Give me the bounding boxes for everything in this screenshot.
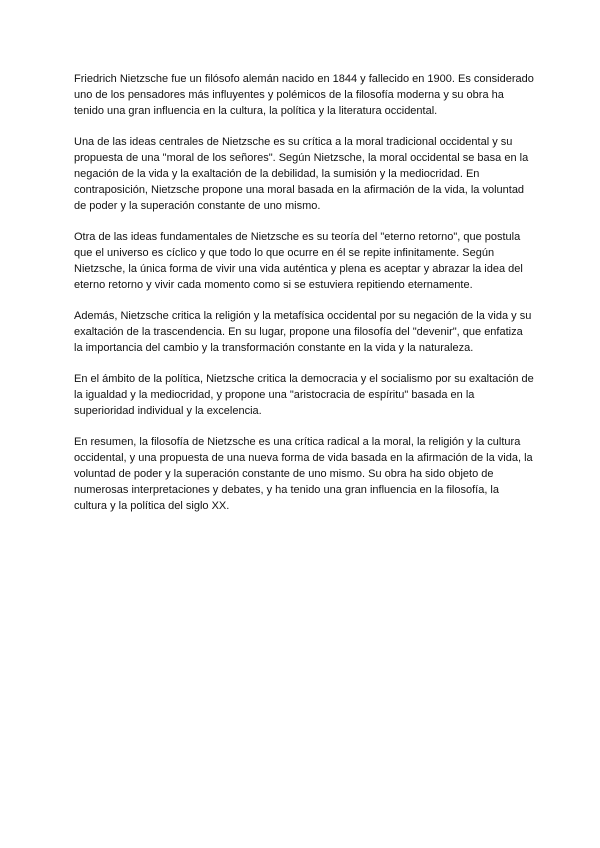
paragraph-politics: En el ámbito de la política, Nietzsche critica la democracia y el socialismo por su exaltación de la igualdad y la mediocridad, y propone una "aristocracia de espíritu" basada en la superioridad individual y la excelencia. <box>74 373 534 417</box>
paragraph-summary: En resumen, la filosofía de Nietzsche es una crítica radical a la moral, la religión y la cultura occidental, y una propuesta de una nueva forma de vida basada en la afirmación de la vida, la voluntad de poder y la superación constante de uno mismo. Su obra ha sido objeto de numerosas interpretaciones y debates, y ha tenido una gran influencia en la filosofía, la cultura y la política del siglo XX. <box>74 436 533 512</box>
paragraph-eternal-return: Otra de las ideas fundamentales de Nietzsche es su teoría del "eterno retorno", que postula que el universo es cíclico y que todo lo que ocurre en él se repite infinitamente. Según Nietzsche, la única forma de vivir una vida auténtica y plena es aceptar y abrazar la idea del eterno retorno y vivir cada momento como si se estuviera repitiendo eternamente. <box>74 231 523 291</box>
paragraph-moral: Una de las ideas centrales de Nietzsche es su crítica a la moral tradicional occidental y su propuesta de una "moral de los señores". Según Nietzsche, la moral occidental se basa en la negación de la vida y la exaltación de la debilidad, la sumisión y la mediocridad. En contraposición, Nietzsche propone una moral basada en la afirmación de la vida, la voluntad de poder y la superación constante de uno mismo. <box>74 136 529 212</box>
paragraph-religion: Además, Nietzsche critica la religión y la metafísica occidental por su negación de la vida y su exaltación de la trascendencia. En su lugar, propone una filosofía del "devenir", que enfatiza la importancia del cambio y la transformación constante en la vida y la naturaleza. <box>74 310 532 354</box>
document-page <box>74 71 534 529</box>
paragraph-intro: Friedrich Nietzsche fue un filósofo alemán nacido en 1844 y fallecido en 1900. Es considerado uno de los pensadores más influyentes y polémicos de la filosofía moderna y su obra ha tenido una gran influencia en la cultura, la política y la literatura occidental. <box>74 73 534 117</box>
